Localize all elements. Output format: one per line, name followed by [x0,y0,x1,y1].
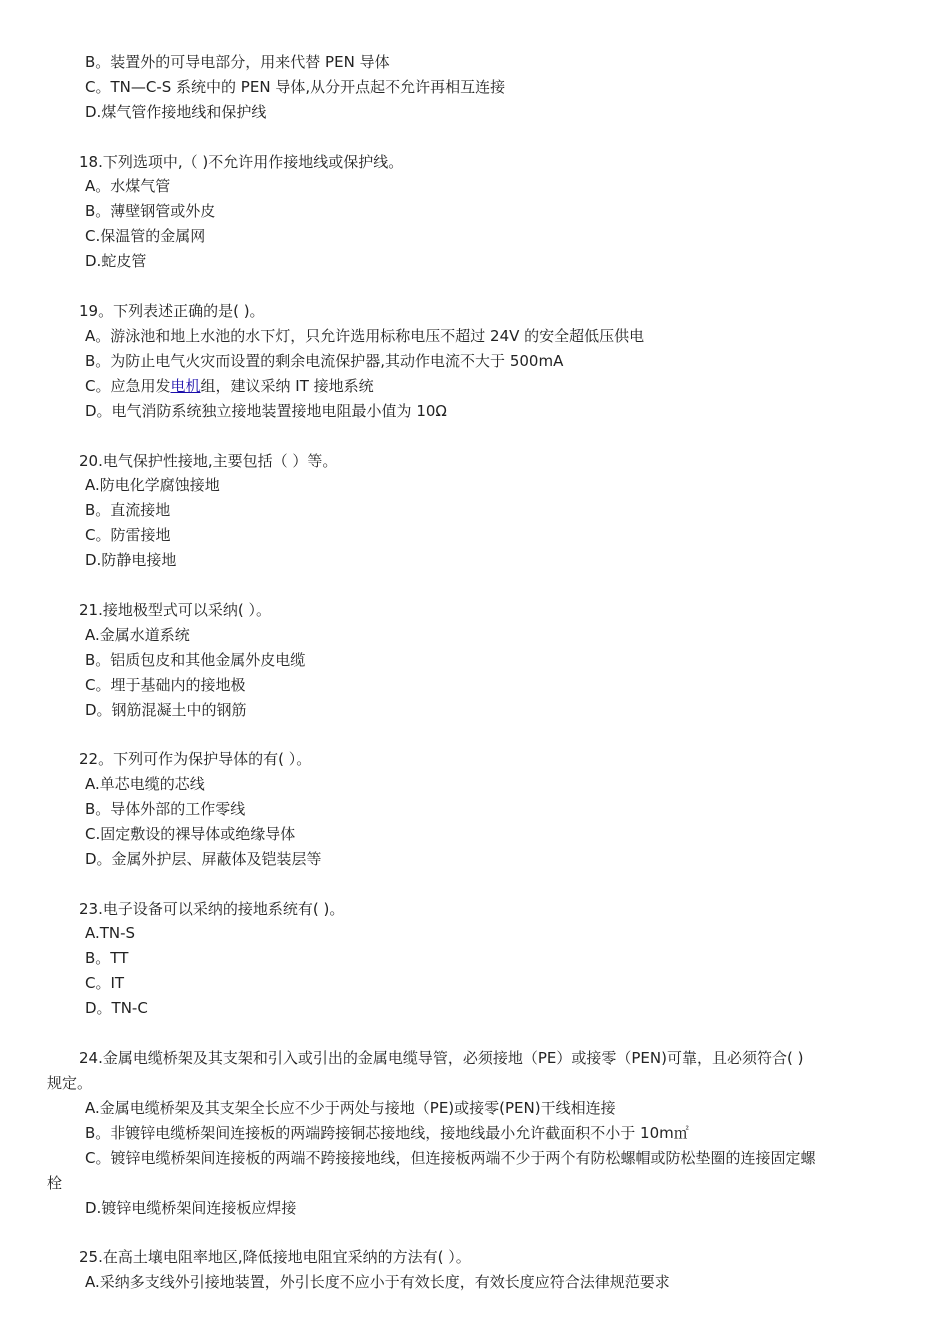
q18-question: 18.下列选项中,（ )不允许用作接地线或保护线。 [79,153,404,171]
q21-option-a: A.金属水道系统 [85,626,190,644]
q17-option-d: D.煤气管作接地线和保护线 [85,103,267,121]
q17-option-b: B。装置外的可导电部分，用来代替 PEN 导体 [85,53,390,71]
q24-option-d: D.镀锌电缆桥架间连接板应焊接 [85,1199,297,1217]
q24-option-a: A.金属电缆桥架及其支架全长应不少于两处与接地（PE)或接零(PEN)干线相连接 [85,1099,616,1117]
q19-question: 19。下列表述正确的是( )。 [79,302,265,320]
q23-option-b: B。TT [85,949,129,967]
q21-option-c: C。埋于基础内的接地极 [85,676,246,694]
q19-option-b: B。为防止电气火灾而设置的剩余电流保护器,其动作电流不大于 500mA [85,352,564,370]
q23-option-c: C。IT [85,974,125,992]
q24-question-line1: 24.金属电缆桥架及其支架和引入或引出的金属电缆导管，必须接地（PE）或接零（PEN)可靠，且必须符合( ) [79,1049,804,1067]
q25-question: 25.在高土壤电阻率地区,降低接地电阻宜采纳的方法有( ）。 [79,1248,471,1266]
generator-link[interactable]: 电机 [170,377,201,395]
q24-option-b: B。非镀锌电缆桥架间连接板的两端跨接铜芯接地线，接地线最小允许截面积不小于 10m㎡ [85,1124,689,1142]
q20-option-b: B。直流接地 [85,501,171,519]
q20-option-a: A.防电化学腐蚀接地 [85,476,220,494]
q25-option-a: A.采纳多支线外引接地装置，外引长度不应小于有效长度，有效长度应符合法律规范要求 [85,1273,670,1291]
q18-option-a: A。水煤气管 [85,177,171,195]
q23-question: 23.电子设备可以采纳的接地系统有( )。 [79,900,345,918]
q21-option-b: B。铝质包皮和其他金属外皮电缆 [85,651,306,669]
q23-option-d: D。TN-C [85,999,148,1017]
q21-option-d: D。钢筋混凝土中的钢筋 [85,701,247,719]
q22-option-d: D。金属外护层、屏蔽体及铠装层等 [85,850,322,868]
q24-option-c-line2: 栓 [47,1174,63,1192]
q22-option-b: B。导体外部的工作零线 [85,800,246,818]
q24-option-c-line1: C。镀锌电缆桥架间连接板的两端不跨接接地线，但连接板两端不少于两个有防松螺帽或防松垫圈的连接固定螺 [85,1149,816,1167]
q19-option-d: D。电气消防系统独立接地装置接地电阻最小值为 10Ω [85,402,447,420]
q22-question: 22。下列可作为保护导体的有( ）。 [79,750,312,768]
q18-option-b: B。薄壁钢管或外皮 [85,202,216,220]
q19-option-c-suffix: 组，建议采纳 IT 接地系统 [200,377,374,395]
q22-option-c: C.固定敷设的裸导体或绝缘导体 [85,825,296,843]
q18-option-d: D.蛇皮管 [85,252,147,270]
q19-option-c-prefix: C。应急用发 [85,377,171,395]
q22-option-a: A.单芯电缆的芯线 [85,775,205,793]
q19-option-a: A。游泳池和地上水池的水下灯，只允许选用标称电压不超过 24V 的安全超低压供电 [85,327,645,345]
q17-option-c: C。TN—C-S 系统中的 PEN 导体,从分开点起不允许再相互连接 [85,78,506,96]
q20-option-c: C。防雷接地 [85,526,171,544]
q20-question: 20.电气保护性接地,主要包括（ ）等。 [79,452,338,470]
q19-option-c [85,376,374,396]
q20-option-d: D.防静电接地 [85,551,177,569]
q24-question-line2: 规定。 [47,1074,93,1092]
q23-option-a: A.TN-S [85,924,136,942]
q21-question: 21.接地极型式可以采纳( ）。 [79,601,271,619]
q18-option-c: C.保温管的金属网 [85,227,206,245]
